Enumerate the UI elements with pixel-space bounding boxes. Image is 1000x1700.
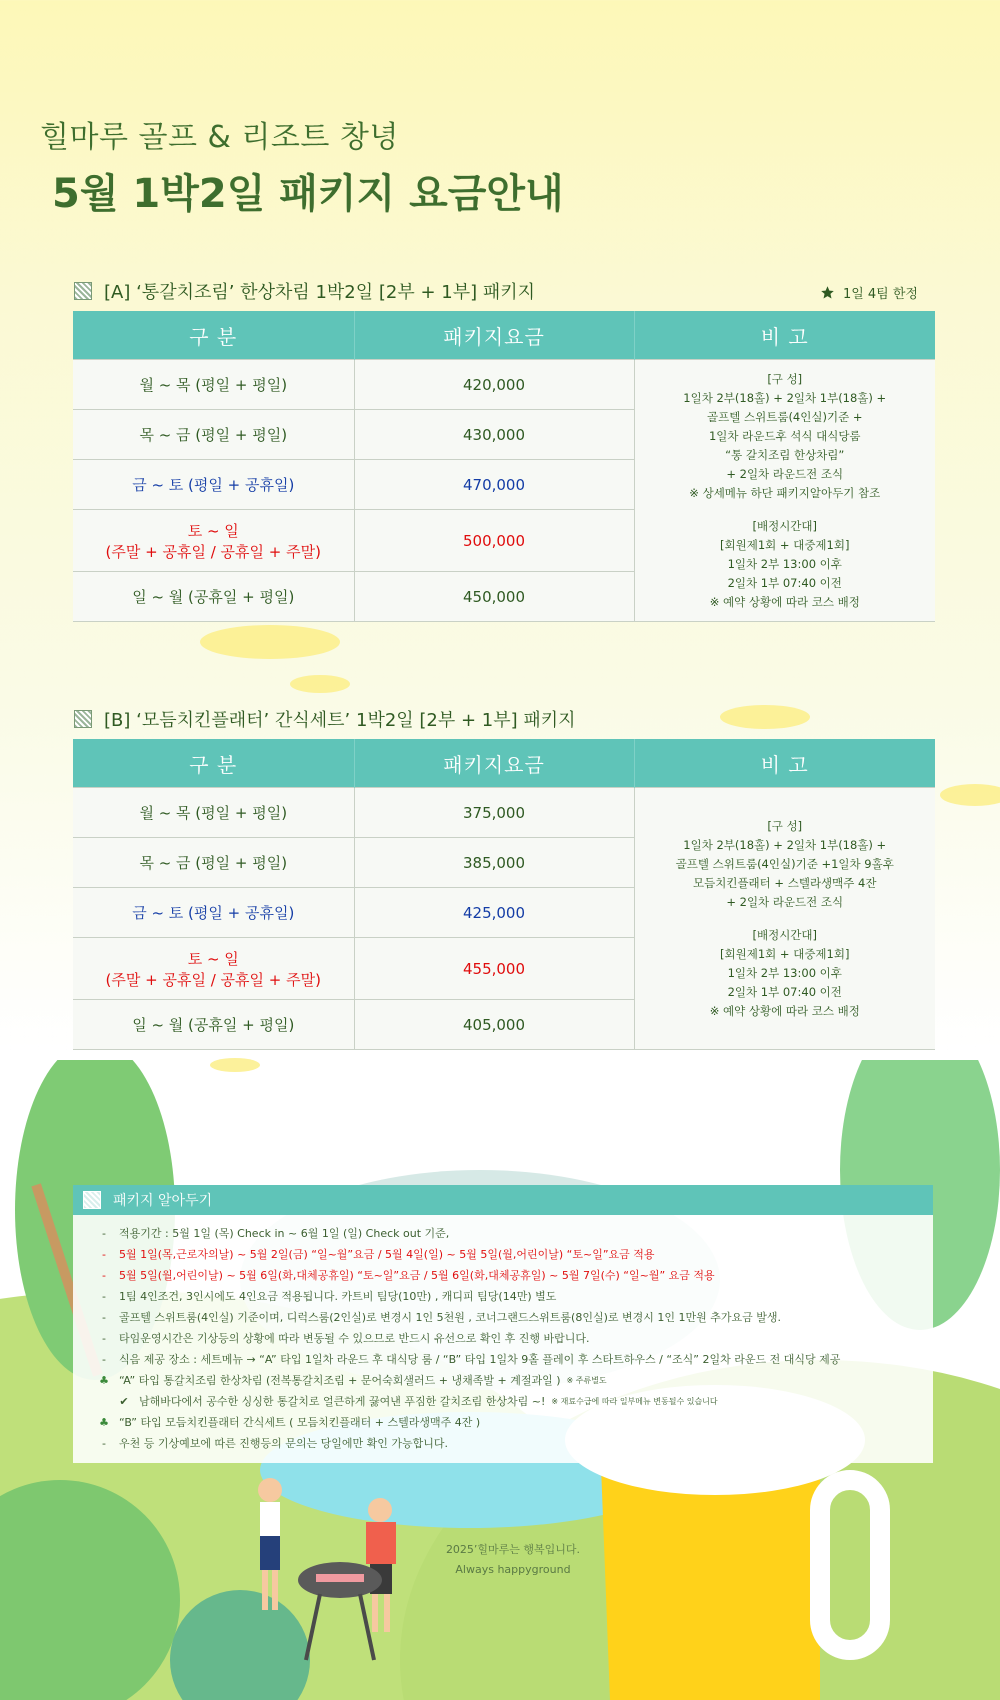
note-line: 1일차 2부(18홀) + 2일차 1부(18홀) + [683,390,887,405]
info-item [97,1412,933,1433]
dash-icon: - [102,1227,106,1240]
note-line: + 2일차 라운드전 조식 [726,466,844,481]
price-cell: 450,000 [354,572,634,622]
period-cell [73,938,354,1000]
note-line: ※ 예약 상황에 따라 코스 배정 [709,1003,860,1018]
package-b-table [73,739,935,1050]
package-a-title [74,278,535,304]
column-header-period: 구 분 [73,311,354,360]
period-cell: 일 ~ 월 (공휴일 + 평일) [73,572,354,622]
note-line: 1일차 2부(18홀) + 2일차 1부(18홀) + [683,837,887,852]
package-a-title-text: [A] ‘통갈치조림’ 한상차림 1박2일 [2부 + 1부] 패키지 [104,282,535,303]
note-line: + 2일차 라운드전 조식 [726,894,844,909]
decor-cloud [940,784,1000,806]
dash-icon: - [102,1269,106,1282]
period-cell: 월 ~ 목 (평일 + 평일) [73,360,354,410]
note-cell [634,360,935,622]
dash-icon: - [102,1311,106,1324]
note-line: [배정시간대] [752,927,818,942]
info-item [97,1328,933,1349]
period-cell: 금 ~ 토 (평일 + 공휴일) [73,460,354,510]
period-cell: 금 ~ 토 (평일 + 공휴일) [73,888,354,938]
price-cell: 430,000 [354,410,634,460]
pattern-square-icon [83,1191,101,1209]
note-line: 골프텔 스위트룸(4인실)기준 +1일차 9홀후 [675,856,894,871]
price-cell: 420,000 [354,360,634,410]
limit-text: 1일 4팀 한정 [842,287,918,302]
info-item-text: 1팀 4인조건, 3인시에도 4인요금 적용됩니다. 카트비 팀당(10만) , 캐디피 팀당(14만) 별도 [119,1290,557,1303]
info-item [97,1244,933,1265]
note-line: 1일차 라운드후 석식 대식당룸 [708,428,861,443]
note-line: [구 성] [767,371,803,386]
note-line: [구 성] [767,818,803,833]
period-cell [73,510,354,572]
pattern-square-icon [74,282,92,300]
info-item [97,1286,933,1307]
info-item-text: 5월 1일(목,근로자의날) ~ 5월 2일(금) “일~월”요금 / 5월 4일(일) ~ 5월 5일(월,어린이날) “토~일”요금 적용 [119,1248,655,1261]
decor-cloud [200,625,340,659]
column-header-note: 비 고 [634,311,935,360]
price-cell: 375,000 [354,788,634,838]
column-header-price: 패키지요금 [354,311,634,360]
info-item-text: 남해바다에서 공수한 싱싱한 통갈치로 얼큰하게 끓여낸 푸짐한 갈치조림 한상차림 ~! [139,1395,546,1408]
price-cell: 385,000 [354,838,634,888]
dash-icon: - [102,1332,106,1345]
package-b-title-text: [B] ‘모듬치킨플래터’ 간식세트’ 1박2일 [2부 + 1부] 패키지 [104,710,576,731]
period-line: (주말 + 공휴일 / 공휴일 + 주말) [105,970,321,989]
package-a-table [73,311,935,622]
price-cell: 405,000 [354,1000,634,1050]
price-cell: 455,000 [354,938,634,1000]
info-item-text: “A” 타입 통갈치조림 한상차림 (전복통갈치조림 + 문어숙회샐러드 + 냉채족발 + 계절과일 ) [119,1374,561,1387]
note-line: [회원제1회 + 대중제1회] [720,537,850,552]
info-item-footnote: ※ 주류별도 [566,1376,607,1385]
note-line: 1일차 2부 13:00 이후 [727,556,842,571]
note-line: ※ 상세메뉴 하단 패키지알아두기 참조 [689,485,881,500]
info-item [97,1307,933,1328]
info-item-text: 식음 제공 장소 : 세트메뉴 → “A” 타입 1일차 라운드 후 대식당 룸 / “B” 타입 1일차 9홀 플레이 후 스타트하우스 / “조식” 2일차 라운드 전 대식당 제공 [119,1353,841,1366]
price-cell: 500,000 [354,510,634,572]
brand-name: 힐마루 골프 & 리조트 창녕 [40,120,399,155]
table-header-row [73,311,935,360]
period-cell: 일 ~ 월 (공휴일 + 평일) [73,1000,354,1050]
info-item [97,1391,933,1412]
decor-cloud [720,705,810,729]
note-line [636,503,935,517]
info-title: 패키지 알아두기 [113,1193,213,1209]
period-cell: 목 ~ 금 (평일 + 평일) [73,410,354,460]
info-item-text: 적용기간 : 5월 1일 (목) Check in ~ 6월 1일 (일) Check out 기준, [119,1227,450,1240]
info-item-text: “B” 타입 모듬치킨플래터 간식세트 ( 모듬치킨플래터 + 스텔라생맥주 4잔 ) [119,1416,481,1429]
footer-slogan [418,1540,608,1580]
note-line [636,912,935,926]
period-line: 토 ~ 일 [187,521,239,540]
column-header-price: 패키지요금 [354,739,634,788]
pattern-square-icon [74,710,92,728]
note-line: 모듬치킨플래터 + 스텔라생맥주 4잔 [693,875,877,890]
info-header [73,1185,933,1215]
dash-icon: - [102,1437,106,1450]
table-row [73,360,935,410]
decor-cloud [290,675,350,693]
note-line: 골프텔 스위트룸(4인실)기준 + [707,409,863,424]
period-cell: 목 ~ 금 (평일 + 평일) [73,838,354,888]
period-cell: 월 ~ 목 (평일 + 평일) [73,788,354,838]
column-header-note: 비 고 [634,739,935,788]
package-info-box [73,1185,933,1463]
period-line: 토 ~ 일 [187,949,239,968]
page-title: 5월 1박2일 패키지 요금안내 [52,171,564,217]
info-list [73,1215,933,1454]
info-item [97,1349,933,1370]
note-line: 2일차 1부 07:40 이전 [727,575,842,590]
check-icon: ✔ [119,1395,129,1408]
price-cell: 470,000 [354,460,634,510]
note-line: “통 갈치조림 한상차림” [725,447,845,462]
info-item-text: 우천 등 기상예보에 따른 진행등의 문의는 당일에만 확인 가능합니다. [119,1437,448,1450]
note-line: 2일차 1부 07:40 이전 [727,984,842,999]
note-line: 1일차 2부 13:00 이후 [727,965,842,980]
dash-icon: - [102,1248,106,1261]
clover-icon: ♣ [99,1416,109,1429]
column-header-period: 구 분 [73,739,354,788]
info-item-text: 5월 5일(월,어린이날) ~ 5월 6일(화,대체공휴일) “토~일”요금 / 5월 6일(화,대체공휴일) ~ 5월 7일(수) “일~월” 요금 적용 [119,1269,715,1282]
note-line: [배정시간대] [752,518,818,533]
note-cell [634,788,935,1050]
period-line: (주말 + 공휴일 / 공휴일 + 주말) [105,542,321,561]
table-row [73,788,935,838]
info-item [97,1223,933,1244]
price-cell: 425,000 [354,888,634,938]
info-item-text: 타임운영시간은 기상등의 상황에 따라 변동될 수 있으므로 반드시 유선으로 확인 후 진행 바랍니다. [119,1332,590,1345]
info-item [97,1265,933,1286]
info-item [97,1433,933,1454]
table-header-row [73,739,935,788]
dash-icon: - [102,1353,106,1366]
star-icon [820,285,835,300]
info-item-text: 골프텔 스위트룸(4인실) 기준이며, 디럭스룸(2인실)로 변경시 1인 5천원 , 코너그랜드스위트룸(8인실)로 변경시 1인 1만원 추가요금 발생. [119,1311,781,1324]
info-item-footnote: ※ 재료수급에 따라 일부메뉴 변동될수 있습니다 [551,1397,718,1406]
note-line: [회원제1회 + 대중제1회] [720,946,850,961]
footer-line: Always happyground [455,1563,571,1576]
package-b-title [74,706,576,732]
limit-badge [820,283,918,302]
note-line: ※ 예약 상황에 따라 코스 배정 [709,594,860,609]
dash-icon: - [102,1290,106,1303]
info-item [97,1370,933,1391]
footer-line: 2025’힐마루는 행복입니다. [445,1543,581,1556]
clover-icon: ♣ [99,1374,109,1387]
